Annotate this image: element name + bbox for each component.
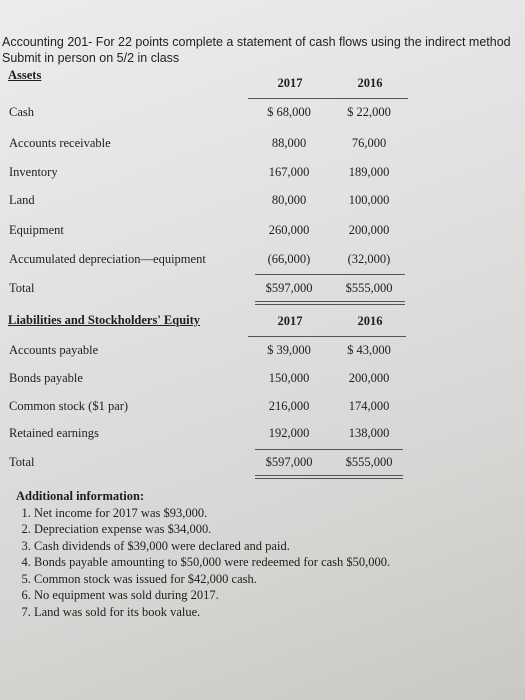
liabilities-subtotal-rule [255,449,403,450]
row-label: Total [9,455,35,469]
table-row [0,252,525,272]
assets-col-2017: 2017 [277,76,303,90]
value-2016: $ 22,000 [347,105,391,119]
liabilities-col-2016: 2016 [357,314,383,328]
value-2017: 80,000 [271,193,307,207]
liabilities-heading: Liabilities and Stockholders' Equity [8,313,201,327]
value-2016: (32,000) [347,252,391,266]
row-label: Accounts payable [9,343,99,357]
row-label: Accumulated depreciation—equipment [9,252,206,266]
table-row [0,165,525,185]
assets-subtotal-rule [255,274,405,275]
value-2017: $ 39,000 [267,343,311,357]
liabilities-total-double-rule-top [255,475,403,476]
row-label: Bonds payable [9,371,83,385]
table-row [0,371,525,391]
submission-note: Submit in person on 5/2 in class [2,51,180,65]
table-row [0,223,525,243]
value-2017: $597,000 [265,455,313,469]
table-row [0,136,525,156]
value-2017: 167,000 [268,165,310,179]
value-2016: 76,000 [351,136,387,150]
list-item: 1. Net income for 2017 was $93,000. [34,505,390,522]
table-row [0,193,525,213]
value-2017: 192,000 [268,426,310,440]
row-label: Total [9,281,35,295]
value-2017: 88,000 [271,136,307,150]
list-item: 7. Land was sold for its book value. [34,604,390,621]
additional-info-title: Additional information: [16,489,145,503]
value-2016: 200,000 [348,223,390,237]
value-2017: $ 68,000 [267,105,311,119]
table-row [0,343,525,363]
assets-heading: Assets [8,68,42,82]
value-2016: $ 43,000 [347,343,391,357]
value-2016: $555,000 [345,281,393,295]
assets-col-2016: 2016 [357,76,383,90]
value-2016: $555,000 [345,455,393,469]
value-2017: 150,000 [268,371,310,385]
assignment-title: Accounting 201- For 22 points complete a statement of cash flows using the indirect method [2,35,511,49]
value-2016: 189,000 [348,165,390,179]
table-row [0,455,525,475]
list-item: 3. Cash dividends of $39,000 were declared and paid. [34,538,390,555]
table-row [0,105,525,125]
liabilities-total-double-rule-bottom [255,478,403,479]
liabilities-header-rule [248,336,406,337]
assets-total-double-rule-bottom [255,304,405,305]
list-item: 2. Depreciation expense was $34,000. [34,521,390,538]
table-row [0,426,525,446]
row-label: Cash [9,105,34,119]
table-row [0,399,525,419]
additional-information [16,488,390,620]
row-label: Land [9,193,35,207]
row-label: Inventory [9,165,58,179]
assets-total-double-rule-top [255,301,405,302]
table-row [0,281,525,301]
value-2016: 100,000 [348,193,390,207]
additional-info-list [16,505,390,621]
list-item: 6. No equipment was sold during 2017. [34,587,390,604]
assignment-header [2,34,511,66]
value-2017: (66,000) [267,252,311,266]
row-label: Accounts receivable [9,136,111,150]
list-item: 5. Common stock was issued for $42,000 cash. [34,571,390,588]
value-2016: 174,000 [348,399,390,413]
row-label: Retained earnings [9,426,99,440]
liabilities-col-2017: 2017 [277,314,303,328]
row-label: Common stock ($1 par) [9,399,129,413]
value-2017: $597,000 [265,281,313,295]
row-label: Equipment [9,223,64,237]
list-item: 4. Bonds payable amounting to $50,000 were redeemed for cash $50,000. [34,554,390,571]
value-2017: 260,000 [268,223,310,237]
value-2016: 200,000 [348,371,390,385]
assets-header-rule [248,98,408,99]
value-2016: 138,000 [348,426,390,440]
value-2017: 216,000 [268,399,310,413]
